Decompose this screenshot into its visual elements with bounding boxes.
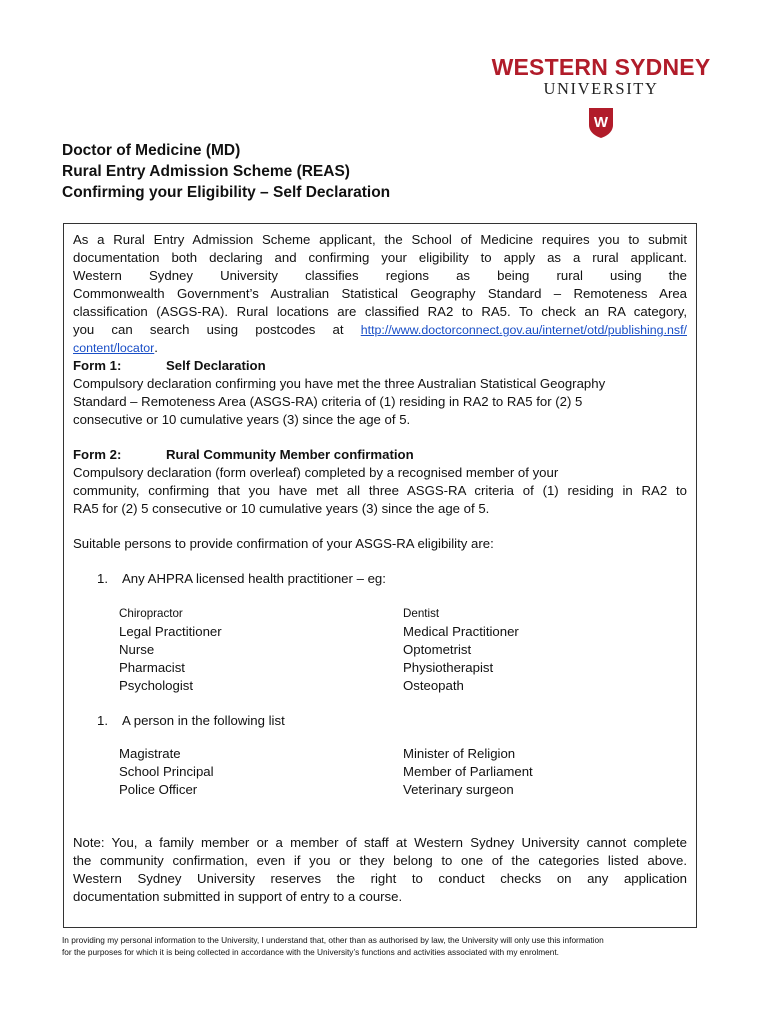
intro-line: Western Sydney University classifies regions as being rural using the [73,268,687,283]
intro-line: Commonwealth Government’s Australian Statistical Geography Standard – Remoteness Area [73,286,687,301]
form2-text: Compulsory declaration (form overleaf) completed by a recognised member of your [73,465,559,480]
intro-link-continued [73,339,687,357]
doctorconnect-link-continued[interactable]: content/locator [73,341,155,355]
university-crest-icon [588,107,614,139]
practitioner-item: Pharmacist [119,660,185,675]
practitioner-item: Chiropractor [119,607,183,620]
form1-title: Self Declaration [166,358,266,373]
privacy-footer [62,934,698,958]
list-text: Any AHPRA licensed health practitioner – eg: [122,571,386,586]
title-scheme: Rural Entry Admission Scheme (REAS) [62,163,350,180]
intro-line: documentation both declaring and confirming your eligibility to apply as a rural applicant. [73,250,687,265]
footer-line: In providing my personal information to the University, I understand that, other than as authorised by law, the University will only use this information [62,935,604,945]
practitioner-item: Osteopath [403,678,464,693]
practitioner-item: Physiotherapist [403,660,494,675]
content-box [63,223,697,928]
form1-text: Compulsory declaration confirming you have met the three Australian Statistical Geography [73,376,606,391]
form1-heading [73,357,687,375]
practitioner-column-left [119,605,403,695]
person-item: School Principal [119,764,214,779]
form1-text: consecutive or 10 cumulative years (3) since the age of 5. [73,412,411,427]
title-form: Confirming your Eligibility – Self Declaration [62,184,391,201]
form2-text: community, confirming that you have met all three ASGS-RA criteria of (1) residing in RA2 to [73,483,687,498]
list-number: 1. [97,571,108,586]
document-titles [62,140,390,203]
note-text: documentation submitted in support of entry to a course. [73,889,403,904]
person-item: Minister of Religion [403,746,516,761]
link-suffix: . [154,340,158,355]
practitioner-item: Nurse [119,642,155,657]
person-item: Police Officer [119,782,198,797]
list-number: 1. [97,713,108,728]
intro-line: classification (ASGS-RA). Rural locations are classified RA2 to RA5. To check an RA category, [73,304,687,319]
intro-line-with-link [73,321,687,339]
person-list [73,745,687,799]
title-degree: Doctor of Medicine (MD) [62,142,241,159]
list-item [73,570,687,588]
note-text: Western Sydney University reserves the right to conduct checks on any application [73,871,687,886]
practitioner-list [73,605,687,695]
person-item: Veterinary surgeon [403,782,514,797]
person-item: Member of Parliament [403,764,533,779]
university-logo [484,54,718,139]
practitioner-item: Psychologist [119,678,194,693]
person-column-left [119,745,403,799]
practitioner-item: Optometrist [403,642,472,657]
crest-letter: W [593,114,609,131]
form2-label: Form 2: [73,447,122,462]
practitioner-item: Legal Practitioner [119,624,222,639]
form1-label: Form 1: [73,358,122,373]
intro-line: As a Rural Entry Admission Scheme applicant, the School of Medicine requires you to submit [73,232,687,247]
practitioner-column-right [403,605,687,695]
person-item: Magistrate [119,746,181,761]
intro-line: you can search using postcodes at [73,322,344,337]
form2-heading [73,446,687,464]
list-item [73,712,687,730]
list-text: A person in the following list [122,713,285,728]
form1-text: Standard – Remoteness Area (ASGS-RA) criteria of (1) residing in RA2 to RA5 for (2) 5 [73,394,583,409]
note-text: the community confirmation, even if you or they belong to one of the categories listed above. [73,853,687,868]
doctorconnect-link[interactable]: http://www.doctorconnect.gov.au/internet/otd/publishing.nsf/ [360,323,687,337]
form2-text: RA5 for (2) 5 consecutive or 10 cumulative years (3) since the age of 5. [73,501,490,516]
form2-title: Rural Community Member confirmation [166,447,414,462]
suitable-persons-text: Suitable persons to provide confirmation of your ASGS-RA eligibility are: [73,536,494,551]
footer-line: for the purposes for which it is being collected in accordance with the University’s functions and activities associated with my enrolment. [62,947,559,957]
logo-wordmark: WESTERN SYDNEY [491,54,711,80]
logo-subtitle: UNIVERSITY [543,79,659,98]
practitioner-item: Medical Practitioner [403,624,519,639]
practitioner-item: Dentist [403,607,440,620]
note-text: Note: You, a family member or a member of staff at Western Sydney University cannot complete [73,835,687,850]
person-column-right [403,745,687,799]
